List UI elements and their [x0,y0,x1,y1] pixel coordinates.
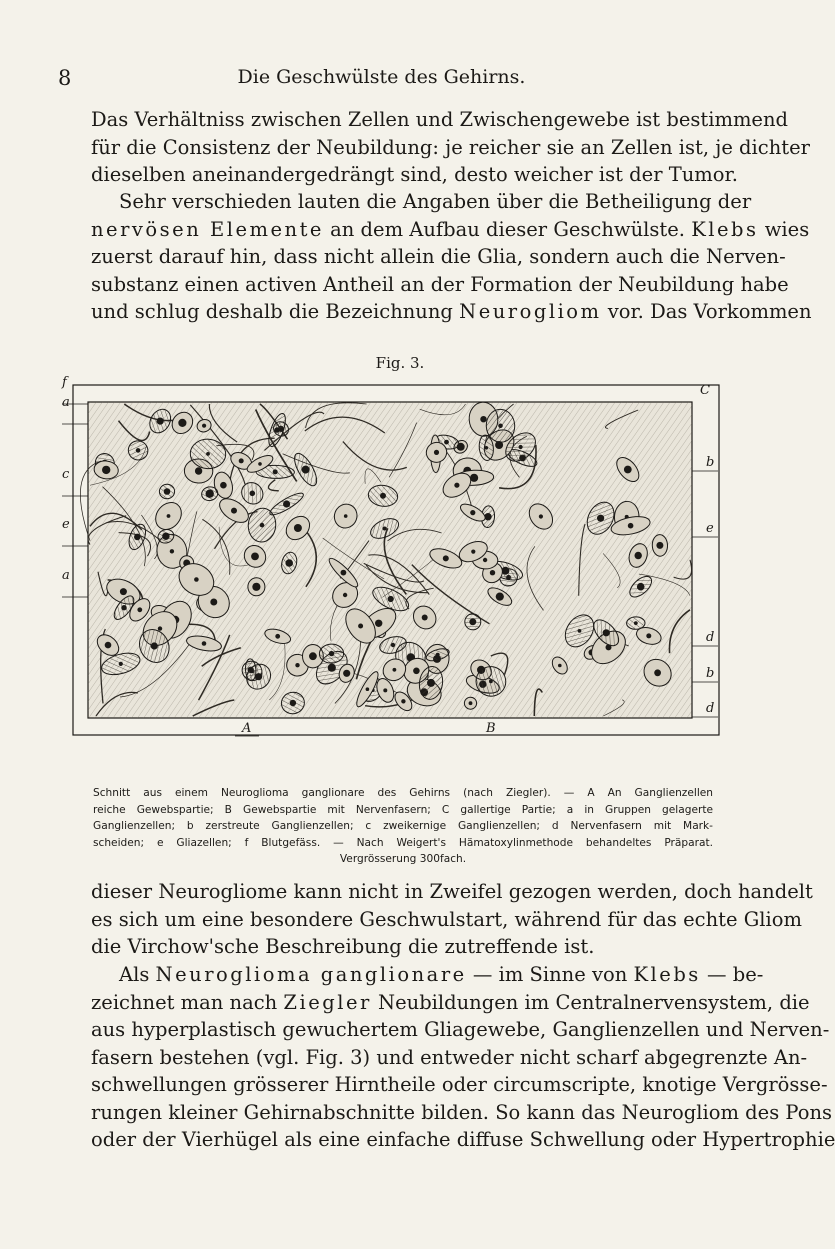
cell-nucleus [275,634,280,639]
cell-nucleus [105,642,112,649]
cell-nucleus [202,424,206,428]
cell-nucleus [496,593,504,601]
cell-nucleus [195,467,202,474]
author-name: Ziegler [283,990,372,1014]
cell-nucleus [194,577,199,582]
caption-line: reiche Gewebspartie; B Gewebspartie mit Nervenfasern; C gallertige Partie; a in Gruppen gelagerte [93,803,713,816]
cell-nucleus [637,583,645,591]
cell-nucleus [597,515,604,522]
cell-nucleus [302,466,310,474]
caption-line: Schnitt aus einem Neuroglioma ganglionare des Gehirns (nach Ziegler). — A An Ganglienzellen [93,787,713,799]
label-A: A [242,721,252,736]
cell-nucleus [436,653,440,657]
label-e: e [62,517,70,532]
cell-nucleus [170,549,174,553]
cell-nucleus [483,558,487,562]
paragraph-nervous-elements [91,188,812,326]
text-line: Sehr verschieden lauten die Angaben über die Betheiligung der [119,190,752,213]
cell-nucleus [255,673,262,680]
cell-nucleus [498,424,503,429]
cell-nucleus [366,687,370,691]
text-line: dieselben aneinandergedrängt sind, desto weicher ist der Tumor. [91,163,738,186]
text-line: zuerst darauf hin, dass nicht allein die Glia, sondern auch die Nerven- [91,245,786,268]
text-line: dieser Neurogliome kann nicht in Zweifel gezogen werden, doch handelt [91,880,813,903]
cell-nucleus [375,620,382,627]
cell-nucleus [383,527,387,531]
text-line: es sich um eine besondere Geschwulstart, während für das echte Gliom [91,907,802,931]
cell-nucleus [634,621,638,625]
cell-nucleus [578,629,582,633]
text-line: zeichnet man nach Ziegler Neubildungen im Centralnervensystem, die [91,990,810,1014]
cell-nucleus [231,508,237,514]
cell-nucleus [539,514,543,518]
cell-nucleus [343,670,350,677]
cell-nucleus [102,466,110,474]
cell-nucleus [469,618,476,625]
text-line: oder der Vierhügel als eine einfache diffuse Schwellung oder Hypertrophie [91,1128,835,1151]
label-a: a [62,395,70,410]
cell-nucleus [519,445,523,449]
cell-nucleus [344,514,348,518]
cell-nucleus [444,440,449,445]
text-line: fasern bestehen (vgl. Fig. 3) und entweder nicht scharf abgegrenzte An- [91,1045,808,1069]
text-line: und schlug deshalb die Bezeichnung Neurogliom vor. Das Vorkommen [91,300,812,323]
cell-nucleus [558,664,562,668]
cell-nucleus [210,599,217,606]
cell-nucleus [391,643,395,647]
label-f: f [62,375,67,390]
cell-nucleus [119,662,123,666]
cell-nucleus [341,570,347,576]
cell-nucleus [251,553,259,561]
cell-nucleus [250,491,256,497]
label-a: a [62,568,70,583]
cell-nucleus [158,626,162,630]
cell-nucleus [413,668,420,675]
figure-title: Fig. 3. [375,354,425,372]
cell-nucleus [137,607,142,612]
cell-nucleus [656,542,663,549]
cell-nucleus [164,488,171,495]
text-line: nervösen Elemente an dem Aufbau dieser Geschwülste. Klebs wies [91,217,810,241]
cell-nucleus [273,469,278,474]
running-head [58,66,705,92]
cell-nucleus [454,483,459,488]
cell-nucleus [328,664,336,672]
spaced-term: nervösen Elemente [91,217,324,241]
histology-engraving [72,384,720,740]
cell-nucleus [260,523,265,528]
cell-nucleus [434,450,439,455]
text-line: Das Verhältniss zwischen Zellen und Zwischengewebe ist bestimmend [91,108,789,131]
page-number: 8 [58,66,72,90]
cell-nucleus [470,510,475,515]
cell-nucleus [252,583,260,591]
caption-line: Ganglienzellen; b zerstreute Ganglienzellen; c zweikernige Ganglienzellen; d Nervenfasern mit Mark- [93,820,713,832]
label-c: c [62,467,70,482]
figure-engraving [62,375,720,740]
cell-nucleus [401,699,405,703]
cell-nucleus [274,427,280,433]
cell-nucleus [383,688,387,692]
cell-nucleus [471,550,475,554]
author-name: Klebs [633,963,701,986]
text-line: rungen kleiner Gehirnabschnitte bilden. So kann das Neurogliom des Pons [91,1100,833,1124]
text-line: für die Consistenz der Neubildung: je reicher sie an Zellen ist, je dichter [91,135,810,159]
spaced-term: Neurogliom [459,300,602,323]
cell-nucleus [388,596,394,602]
cell-nucleus [294,524,302,532]
text-line: die Virchow'sche Beschreibung die zutreffende ist. [91,935,595,958]
cell-nucleus [393,668,397,672]
cell-nucleus [422,615,428,621]
label-C: C [700,383,710,398]
paragraph-neurogliome [91,878,813,961]
cell-nucleus [178,419,186,427]
text-line: substanz einen activen Antheil an der Formation der Neubildung habe [91,272,789,296]
text-line: aus hyperplastisch gewuchertem Gliagewebe, Ganglienzellen und Nerven- [91,1018,830,1041]
cell-nucleus [624,466,632,474]
text-line: schwellungen grösserer Hirntheile oder circumscripte, knotige Vergrösse- [91,1073,828,1096]
cell-nucleus [121,605,126,610]
cell-nucleus [239,458,244,463]
cell-nucleus [646,633,651,638]
caption-line: Vergrösserung 300fach. [339,853,467,865]
cell-nucleus [151,642,158,649]
cell-nucleus [343,593,347,597]
cell-nucleus [309,652,317,660]
cell-nucleus [635,552,642,559]
label-d: d [706,701,715,716]
text-line: Als Neuroglioma ganglionare — im Sinne von Klebs — be- [119,963,764,986]
cell-nucleus [489,680,493,684]
cell-nucleus [380,493,386,499]
cell-nucleus [157,418,164,425]
cell-nucleus [603,629,610,636]
caption-line: scheiden; e Gliazellen; f Blutgefäss. — Nach Weigert's Hämatoxylinmethode behandeltes Präparat. [93,836,713,849]
cell-nucleus [285,559,293,567]
cell-nucleus [220,482,227,489]
cell-nucleus [162,533,169,540]
spaced-term: Neuroglioma ganglionare [155,963,467,986]
cell-nucleus [470,474,478,482]
cell-nucleus [258,462,262,466]
cell-nucleus [329,651,334,656]
cell-nucleus [427,679,435,687]
label-d: d [706,630,715,645]
cell-nucleus [283,500,290,507]
cell-nucleus [295,663,299,667]
cell-nucleus [485,446,489,450]
cell-nucleus [443,555,449,561]
paragraph-consistency [91,106,810,189]
paragraph-neuroglioma-ganglionare [91,961,835,1154]
cell-nucleus [206,490,214,498]
cell-nucleus [480,416,486,422]
cell-nucleus [654,669,661,676]
label-B: B [486,721,496,736]
label-b: b [706,666,715,681]
cell-nucleus [490,570,495,575]
author-name: Klebs [691,217,759,241]
cell-nucleus [628,523,634,529]
cell-nucleus [167,514,171,518]
cell-nucleus [136,448,141,453]
cell-nucleus [120,588,127,595]
cell-nucleus [358,624,363,629]
cell-nucleus [290,700,296,706]
cell-nucleus [202,641,207,646]
cell-nucleus [206,452,210,456]
cell-nucleus [134,534,141,541]
running-head-title: Die Geschwülste des Gehirns. [237,66,526,88]
cell-nucleus [469,701,473,705]
figure-caption [93,785,713,868]
label-e: e [706,521,714,536]
label-b: b [706,455,715,470]
